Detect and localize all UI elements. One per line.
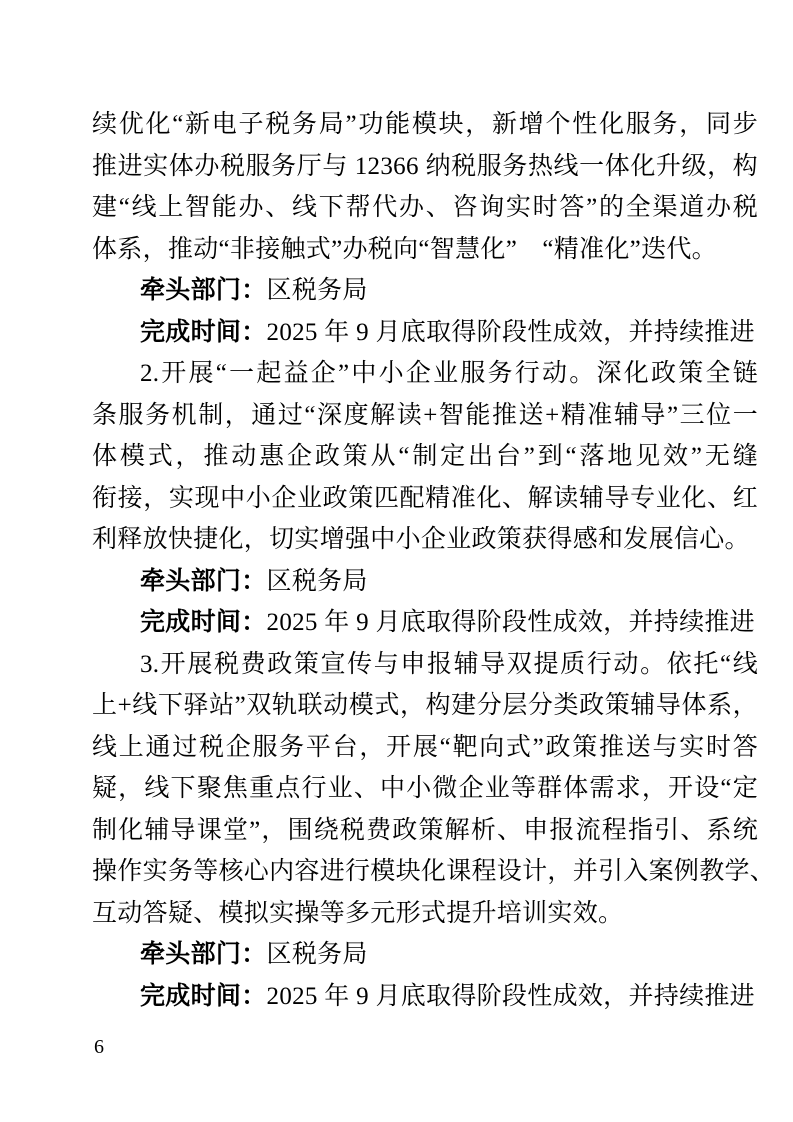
text-line: 衔接，实现中小企业政策匹配精准化、解读辅导专业化、红 [92,484,758,512]
paragraph [92,353,758,561]
paragraph [92,104,758,270]
field-value: 区税务局 [266,567,368,595]
text-line: 3.开展税费政策宣传与申报辅导双提质行动。依托“线 [140,650,758,678]
label-line [92,270,758,312]
field-label: 完成时间： [140,981,267,1010]
field-label: 完成时间： [140,608,267,636]
text-line: 条服务机制，通过“深度解读+智能推送+精准辅导”三位一 [92,401,758,429]
text-line: 2.开展“一起益企”中小企业服务行动。深化政策全链 [140,360,758,387]
label-line [92,561,758,603]
field-label: 完成时间： [140,317,267,346]
field-label: 牵头部门： [140,276,267,304]
text-line: 建“线上智能办、线下帮代办、咨询实时答”的全渠道办税 [92,194,758,221]
label-line [92,312,758,354]
label-line [92,934,758,976]
text-line: 操作实务等核心内容进行模块化课程设计，并引入案例教学、 [92,858,776,885]
label-line [92,602,758,644]
page-number: 6 [94,1036,104,1058]
text-line: 推进实体办税服务厅与 12366 纳税服务热线一体化升级，构 [92,152,758,180]
text-line: 制化辅导课堂”，围绕税费政策解析、申报流程指引、系统 [92,816,758,844]
label-line [92,976,758,1018]
text-line: 续优化“新电子税务局”功能模块，新增个性化服务，同步 [92,111,758,138]
field-value: 2025 年 9 月底取得阶段性成效，并持续推进 [266,609,755,636]
text-line: 上+线下驿站”双轨联动模式，构建分层分类政策辅导体系， [92,692,758,719]
field-label: 牵头部门： [140,566,267,595]
document-content [92,104,776,1017]
field-value: 区税务局 [266,941,368,968]
text-line: 利释放快捷化，切实增强中小企业政策获得感和发展信心。 [92,526,750,553]
field-value: 区税务局 [266,277,368,304]
field-value: 2025 年 9 月底取得阶段性成效，并持续推进 [266,318,755,346]
text-line: 体模式，推动惠企政策从“制定出台”到“落地见效”无缝 [92,443,758,470]
paragraph [92,644,776,935]
text-line: 线上通过税企服务平台，开展“靶向式”政策推送与实时答 [92,733,758,761]
text-line: 疑，线下聚焦重点行业、中小微企业等群体需求，开设“定 [92,775,758,802]
field-value: 2025 年 9 月底取得阶段性成效，并持续推进 [266,982,755,1010]
text-line: 体系，推动“非接触式”办税向“智慧化” “精准化”迭代。 [92,235,717,263]
field-label: 牵头部门： [140,940,267,968]
text-line: 互动答疑、模拟实操等多元形式提升培训实效。 [92,899,624,927]
